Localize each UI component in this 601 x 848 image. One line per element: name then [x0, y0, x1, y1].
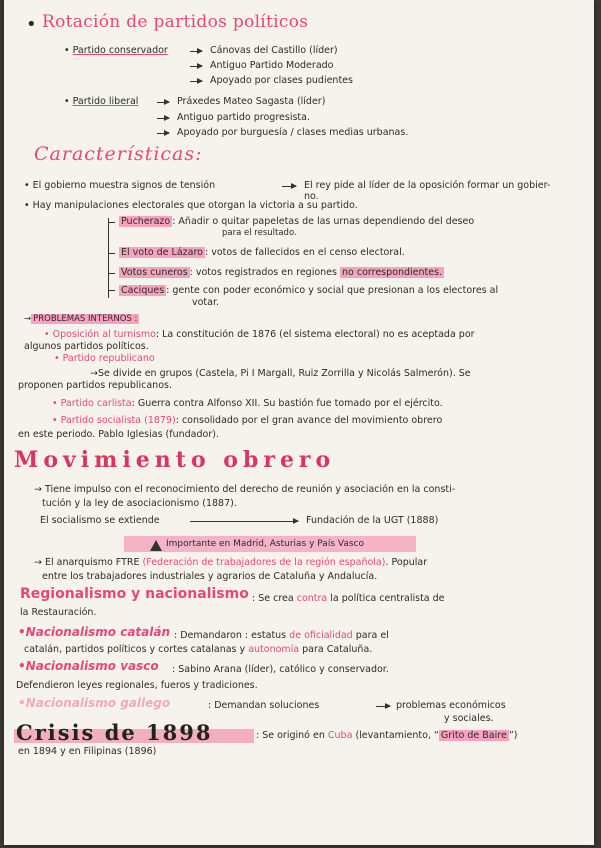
gallego-line: : Demandan soluciones [208, 700, 320, 711]
crisis-heading: Crisis de 1898 [16, 720, 213, 745]
liberal-label: • Partido liberal [64, 96, 139, 107]
regionalismo-line: la Restauración. [20, 607, 97, 618]
gallego-line: problemas económicos [396, 700, 506, 711]
page-title: Rotación de partidos políticos [42, 12, 309, 32]
arrow-icon [190, 66, 202, 67]
anarquismo-line: entre los trabajadores industriales y agrarios de Cataluña y Andalucía. [42, 571, 378, 582]
gallego-term: •Nacionalismo gallego [18, 696, 171, 710]
conservador-label: • Partido conservador [64, 45, 168, 56]
arrow-icon [157, 102, 169, 103]
anarquismo-line: → El anarquismo FTRE (Federación de trabajadores de la región española). Popular [34, 557, 428, 568]
crisis-line: en 1894 y en Filipinas (1896) [18, 746, 157, 757]
liberal-item: Antiguo partido progresista. [177, 112, 310, 123]
socialista-line: en este periodo. Pablo Iglesias (fundador). [18, 429, 219, 440]
republicano-line: →Se divide en grupos (Castela, Pi I Margall, Ruiz Zorrilla y Nicolás Salmerón). Se [90, 368, 471, 379]
caracteristicas-line: El rey pide al líder de la oposición formar un gobier- [304, 180, 551, 191]
bracket-tick [108, 222, 115, 223]
oposicion-line: algunos partidos políticos. [24, 341, 149, 352]
socialista-line: • Partido socialista (1879): consolidado por el gran avance del movimiento obrero [52, 415, 443, 426]
bracket-tick [108, 273, 115, 274]
problemas-heading: → PROBLEMAS INTERNOS : [24, 314, 138, 324]
arrow-icon [157, 133, 169, 134]
bracket [108, 218, 109, 298]
vasco-line: Defendieron leyes regionales, fueros y tradiciones. [16, 680, 258, 691]
movimiento-line: → Tiene impulso con el reconocimiento del derecho de reunión y asociación en la consti- [34, 484, 456, 495]
gallego-line: y sociales. [444, 713, 494, 724]
arrow-icon [190, 51, 202, 52]
vasco-line: : Sabino Arana (líder), católico y conservador. [172, 664, 389, 675]
notebook-page [4, 0, 594, 845]
catalan-term: •Nacionalismo catalán [18, 625, 171, 639]
title-bullet: • [26, 14, 37, 35]
caracteristicas-line: • Hay manipulaciones electorales que otorgan la victoria a su partido. [24, 200, 358, 211]
conservador-item: Cánovas del Castillo (líder) [210, 45, 338, 56]
arrow-icon [190, 521, 298, 522]
lazaro-line: El voto de Lázaro : votos de fallecidos en el censo electoral. [121, 247, 405, 258]
liberal-item: Práxedes Mateo Sagasta (líder) [177, 96, 326, 107]
conservador-item: Apoyado por clases pudientes [210, 75, 353, 86]
arrow-icon [190, 81, 202, 82]
regionalismo-line: : Se crea contra la política centralista de [252, 593, 445, 604]
vasco-term: •Nacionalismo vasco [18, 659, 159, 673]
catalan-line: catalán, partidos políticos y cortes catalanas y autonomía para Cataluña. [24, 644, 373, 655]
republicano-line: proponen partidos republicanos. [18, 380, 172, 391]
carlista-line: • Partido carlista: Guerra contra Alfonso XII. Su bastión fue tomado por el ejército. [52, 398, 443, 409]
movimiento-line: tución y la ley de asociacionismo (1887). [42, 498, 237, 509]
warning-icon [150, 540, 162, 551]
caciques-line: votar. [192, 297, 220, 308]
movimiento-line: El socialismo se extiende [40, 515, 160, 526]
conservador-item: Antiguo Partido Moderado [210, 60, 334, 71]
oposicion-line: • Oposición al turnismo: La constitución de 1876 (el sistema electoral) no es aceptada por [44, 329, 475, 340]
regionalismo-heading: Regionalismo y nacionalismo [20, 586, 249, 602]
republicano-term: • Partido republicano [54, 353, 155, 364]
bracket-tick [108, 290, 115, 291]
arrow-icon [282, 186, 296, 187]
arrow-icon [376, 706, 390, 707]
caracteristicas-heading: Características: [34, 143, 203, 165]
caracteristicas-line: no. [304, 191, 319, 202]
pucherazo-line: para el resultado. [222, 228, 297, 238]
liberal-item: Apoyado por burguesía / clases medias urbanas. [177, 127, 409, 138]
caracteristicas-line: • El gobierno muestra signos de tensión [24, 180, 216, 191]
caciques-line: Caciques : gente con poder económico y social que presionan a los electores al [121, 285, 499, 296]
arrow-icon [157, 118, 169, 119]
movimiento-line: Fundación de la UGT (1888) [306, 515, 439, 526]
crisis-line: : Se originó en Cuba (levantamiento, “ Grito de Baire ”) [256, 730, 518, 741]
bracket-tick [108, 253, 115, 254]
pucherazo-line: Pucherazo : Añadir o quitar papeletas de las urnas dependiendo del deseo [121, 216, 475, 227]
movimiento-heading: Movimiento obrero [14, 447, 364, 473]
movimiento-warning: Importante en Madrid, Asturias y País Vasco [166, 539, 364, 549]
cuneros-line: Votos cuneros : votos registrados en regiones no correspondientes. [121, 267, 443, 278]
catalan-line: : Demandaron : estatus de oficialidad para el [174, 630, 389, 641]
